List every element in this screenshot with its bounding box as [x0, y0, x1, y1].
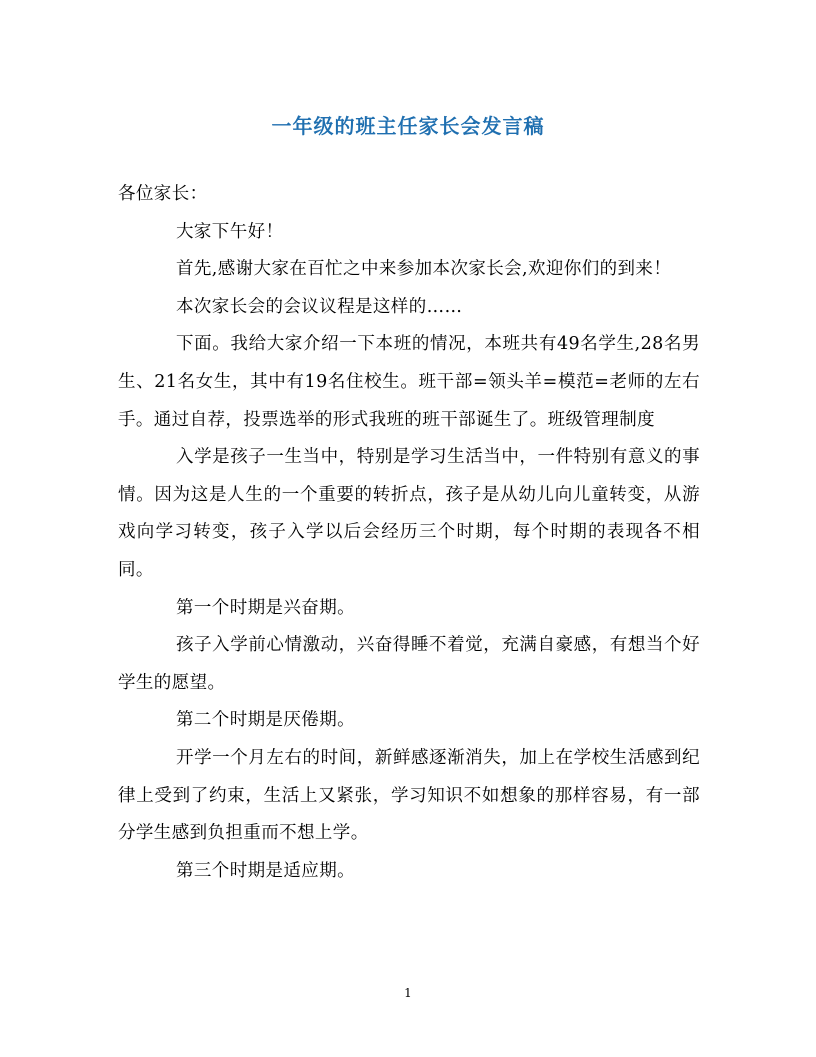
salutation: 各位家长： [118, 184, 208, 204]
paragraph-period-three-heading: 第三个时期是适应期。 [176, 860, 355, 881]
paragraph-thanks: 首先,感谢大家在百忙之中来参加本次家长会,欢迎你们的到来！ [176, 259, 672, 280]
paragraph-class-overview: 下面。我给大家介绍一下本班的情况，本班共有49名学生,28名男生、21名女生，其中有19名住校生。班干部=领头羊=模范=老师的左右手。通过自荐，投票选举的形式我班的班干部诞生了。班级管理制度 [118, 334, 700, 430]
page-number: 1 [404, 986, 412, 1000]
paragraph-greeting: 大家下午好！ [176, 221, 284, 242]
paragraph-school-entry: 入学是孩子一生当中，特别是学习生活当中，一件特别有意义的事情。因为这是人生的一个重要的转折点，孩子是从幼儿向儿童转变，从游戏向学习转变，孩子入学以后会经历三个时期，每个时期的表现各不相同。 [118, 447, 700, 580]
paragraph-period-one-body: 孩子入学前心情激动，兴奋得睡不着觉，充满自豪感，有想当个好学生的愿望。 [118, 635, 700, 693]
paragraph-period-two-body: 开学一个月左右的时间，新鲜感逐渐消失，加上在学校生活感到纪律上受到了约束，生活上又紧张，学习知识不如想象的那样容易，有一部分学生感到负担重而不想上学。 [118, 747, 700, 844]
document-title: 一年级的班主任家长会发言稿 [271, 114, 545, 138]
document-body [118, 176, 700, 890]
paragraph-agenda: 本次家长会的会议议程是这样的…… [176, 296, 463, 317]
paragraph-period-one-heading: 第一个时期是兴奋期。 [176, 597, 355, 618]
paragraph-period-two-heading: 第二个时期是厌倦期。 [176, 710, 355, 731]
